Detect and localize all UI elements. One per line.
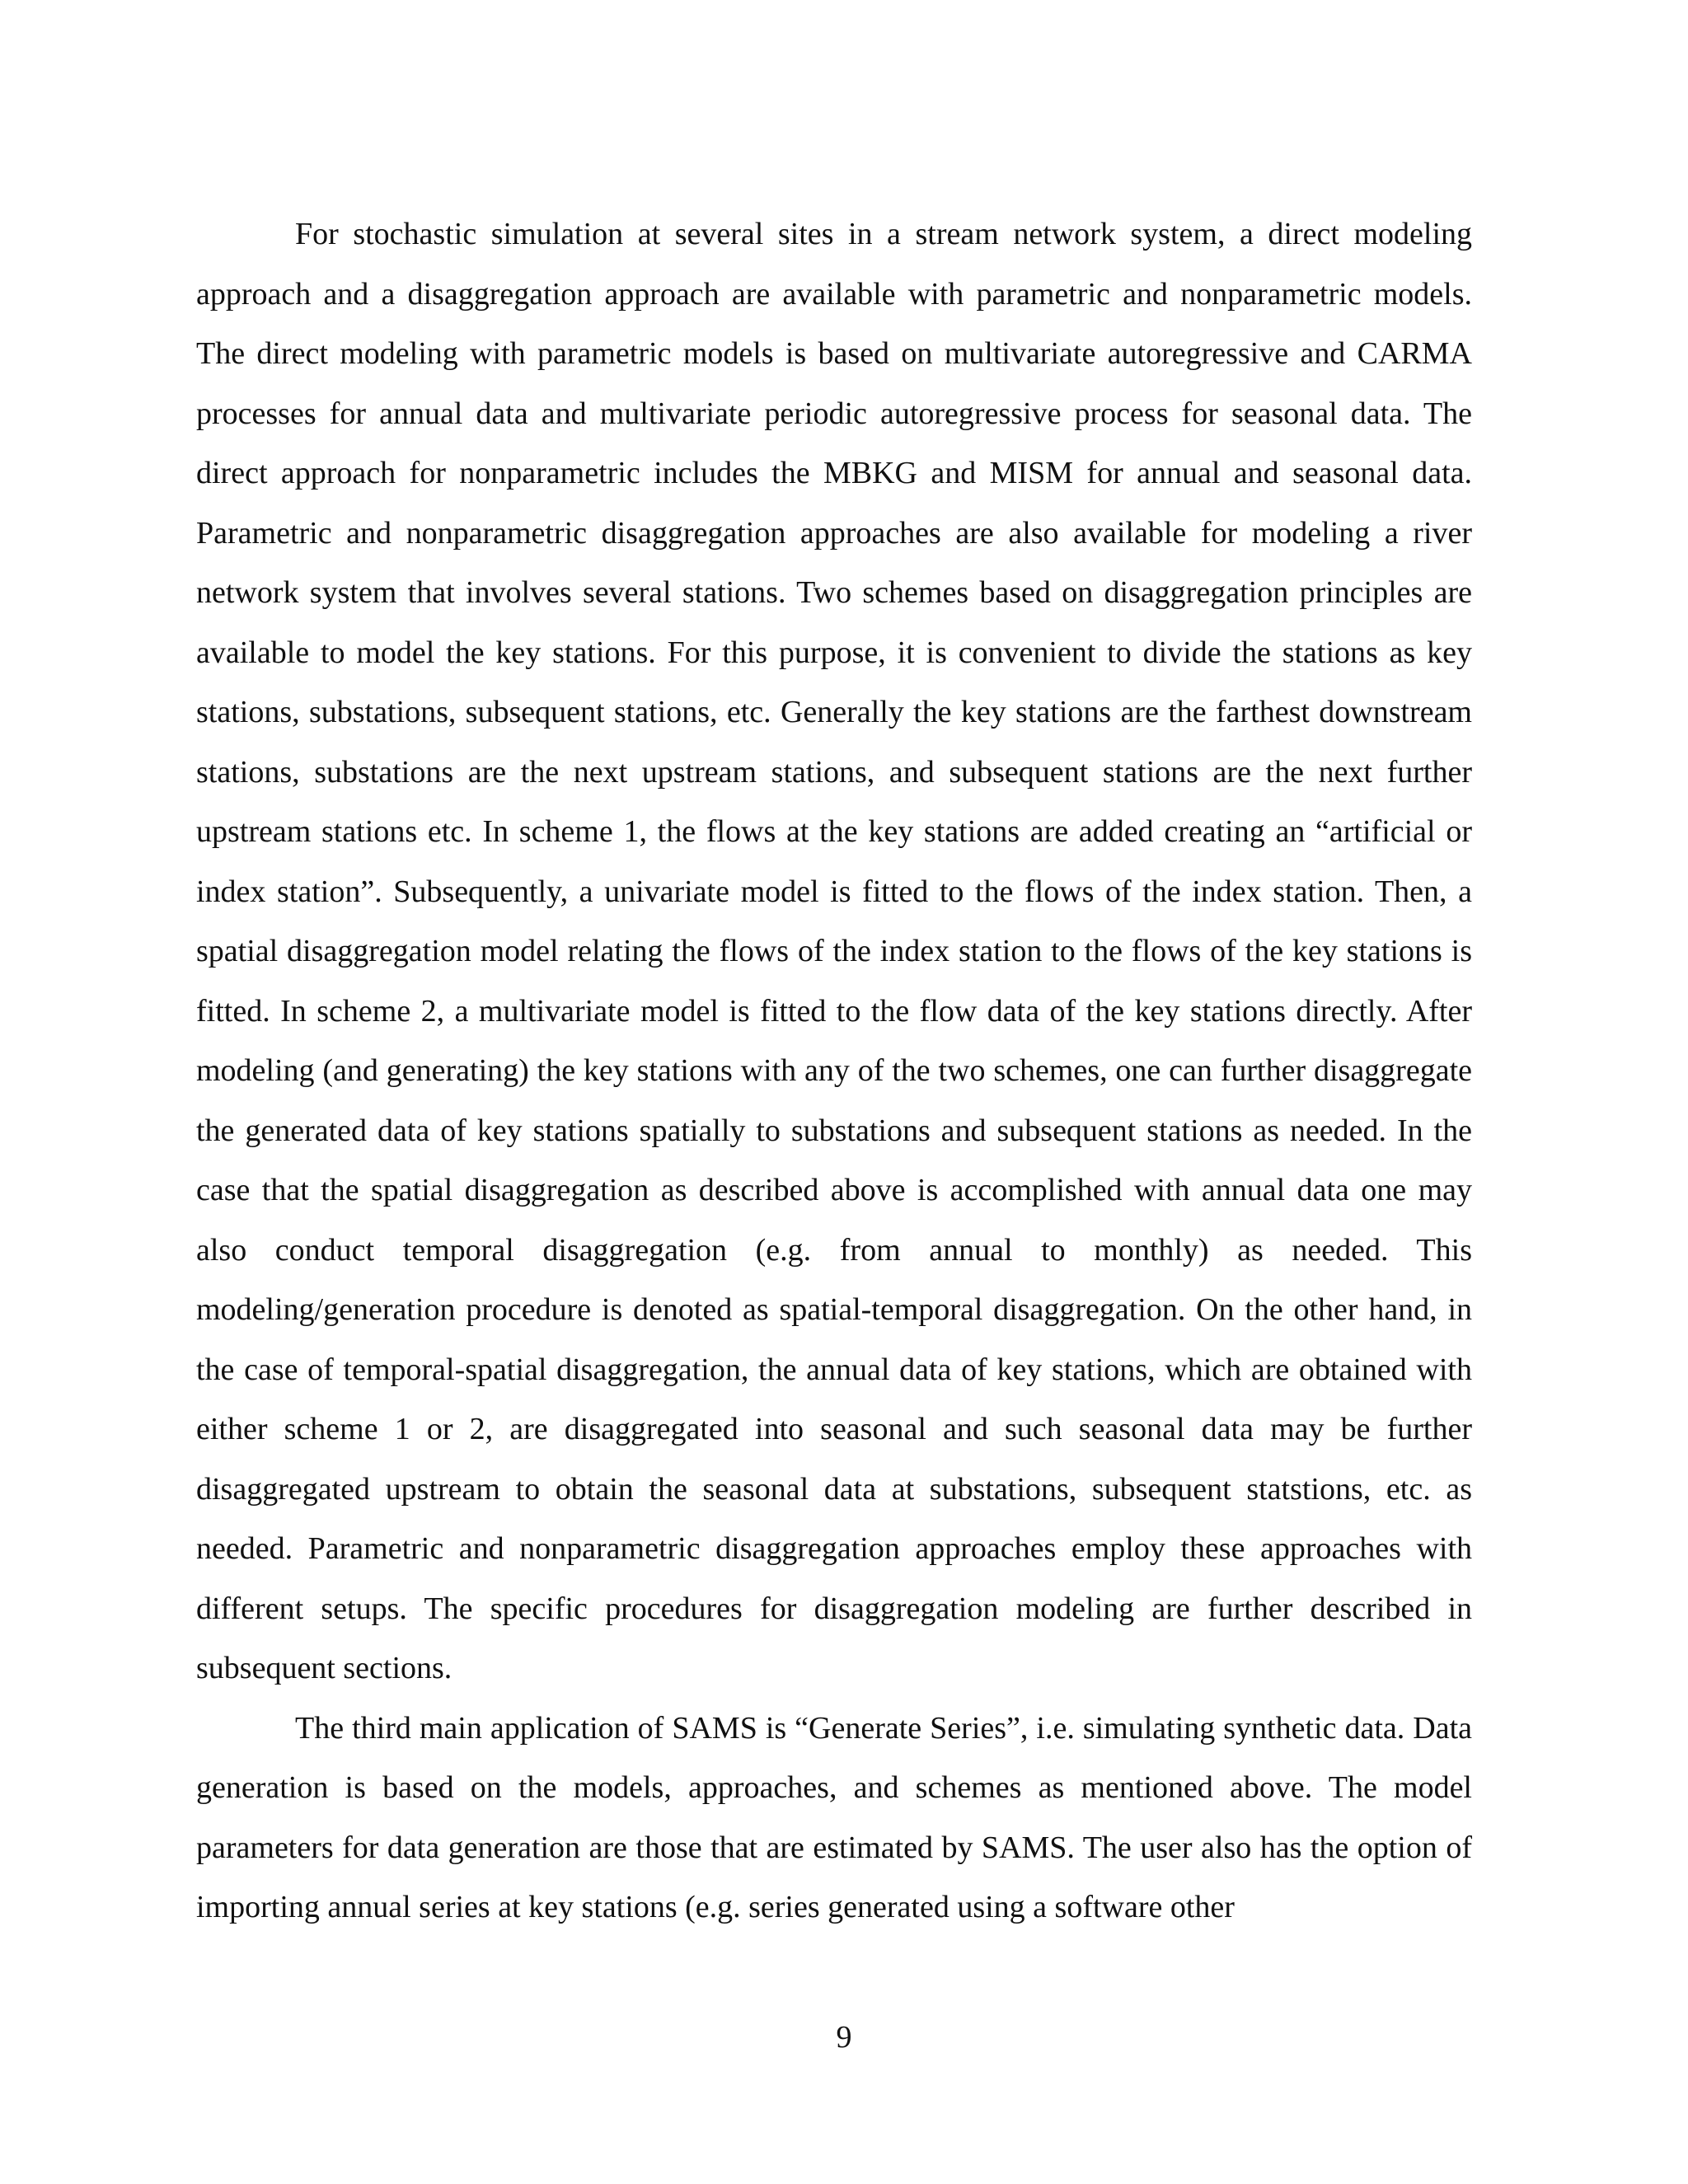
paragraph-generate-series: The third main application of SAMS is “Generate Series”, i.e. simulating synthetic data. Data generation is based on the models, approaches, and schemes as mentioned above. The model parameters for data generation are those that are estimated by SAMS. The user also has the option of importing annual series at key stations (e.g. series generated using a software other: [196, 1710, 1472, 1924]
page-number: 9: [836, 2020, 852, 2055]
body-text: [196, 204, 1472, 1938]
paragraph-stochastic-simulation: For stochastic simulation at several sites in a stream network system, a direct modeling approach and a disaggregation approach are available with parametric and nonparametric models. The direct modeling with parametric models is based on multivariate autoregressive and CARMA processes for annual data and multivariate periodic autoregressive process for seasonal data. The direct approach for nonparametric includes the MBKG and MISM for annual and seasonal data. Parametric and nonparametric disaggregation approaches are also available for modeling a river network system that involves several stations. Two schemes based on disaggregation principles are available to model the key stations. For this purpose, it is convenient to divide the stations as key stations, substations, subsequent stations, etc. Generally the key stations are the farthest downstream stations, substations are the next upstream stations, and subsequent stations are the next further upstream stations etc. In scheme 1, the flows at the key stations are added creating an “artificial or index station”. Subsequently, a univariate model is fitted to the flows of the index station. Then, a spatial disaggregation model relating the flows of the index station to the flows of the key stations is fitted. In scheme 2, a multivariate model is fitted to the flow data of the key stations directly. After modeling (and generating) the key stations with any of the two schemes, one can further disaggregate the generated data of key stations spatially to substations and subsequent stations as needed. In the case that the spatial disaggregation as described above is accomplished with annual data one may also conduct temporal disaggregation (e.g. from annual to monthly) as needed. This modeling/generation procedure is denoted as spatial-temporal disaggregation. On the other hand, in the case of temporal-spatial disaggregation, the annual data of key stations, which are obtained with either scheme 1 or 2, are disaggregated into seasonal and such seasonal data may be further disaggregated upstream to obtain the seasonal data at substations, subsequent statstions, etc. as needed. Parametric and nonparametric disaggregation approaches employ these approaches with different setups. The specific procedures for disaggregation modeling are further described in subsequent sections.: [196, 217, 1472, 1685]
